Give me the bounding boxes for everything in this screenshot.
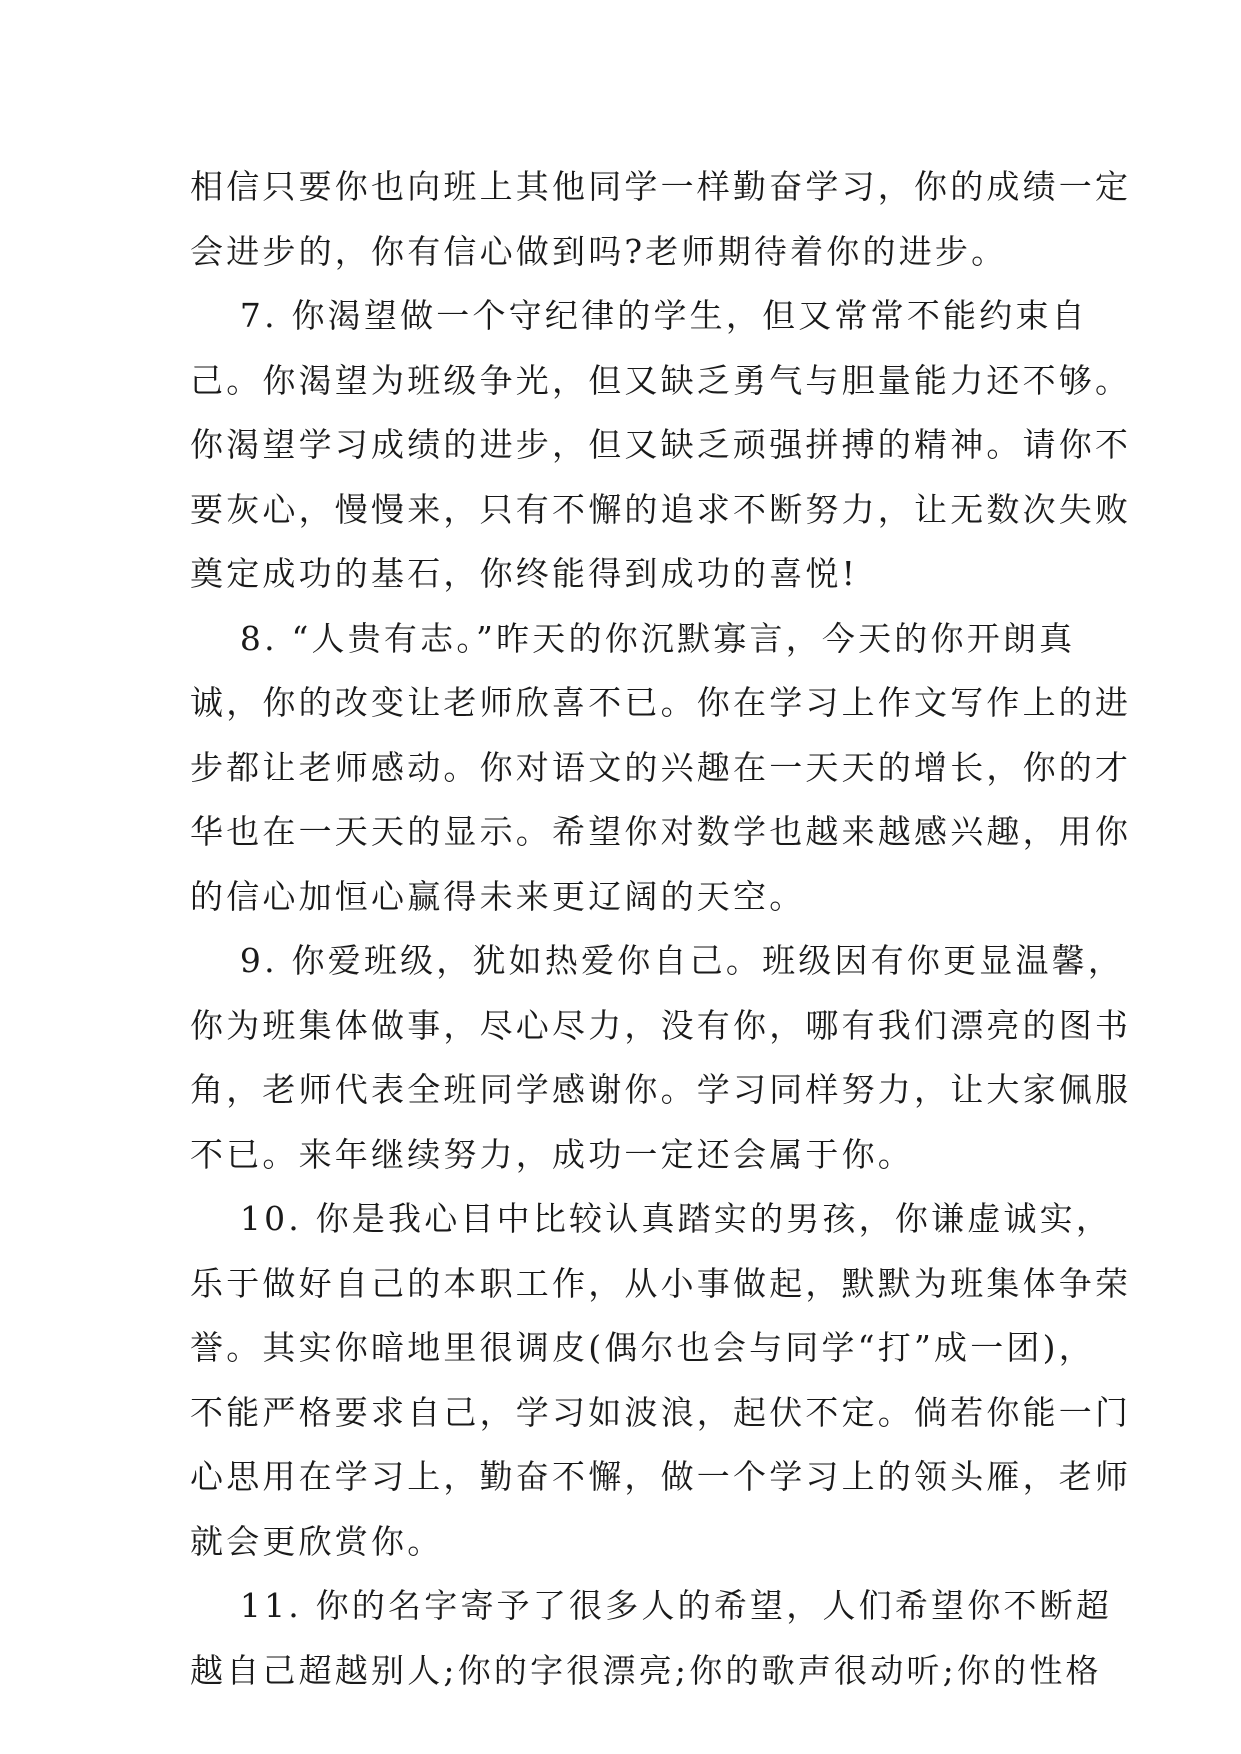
text-line: 奠定成功的基石，你终能得到成功的喜悦! (190, 554, 859, 593)
text-line: 诚，你的改变让老师欣喜不已。你在学习上作文写作上的进 (190, 683, 1132, 722)
text-line: 7. 你渴望做一个守纪律的学生，但又常常不能约束自 (190, 296, 1088, 335)
document-body-text (190, 155, 1132, 1703)
text-line: 10. 你是我心目中比较认真踏实的男孩，你谦虚诚实， (190, 1199, 1113, 1238)
text-line: 不已。来年继续努力，成功一定还会属于你。 (190, 1134, 914, 1174)
text-line: 誉。其实你暗地里很调皮(偶尔也会与同学“打”成一团)， (190, 1328, 1095, 1367)
text-line: 要灰心，慢慢来，只有不懈的追求不断努力，让无数次失败 (190, 489, 1132, 529)
text-line: 相信只要你也向班上其他同学一样勤奋学习，你的成绩一定 (190, 167, 1132, 206)
text-line: 华也在一天天的显示。希望你对数学也越来越感兴趣，用你 (190, 812, 1132, 851)
text-line: 11. 你的名字寄予了很多人的希望，人们希望你不断超 (190, 1586, 1113, 1625)
text-line: 乐于做好自己的本职工作，从小事做起，默默为班集体争荣 (190, 1263, 1132, 1303)
text-line: 你渴望学习成绩的进步，但又缺乏顽强拼搏的精神。请你不 (190, 425, 1132, 464)
text-line: 的信心加恒心赢得未来更辽阔的天空。 (190, 876, 806, 916)
text-line: 不能严格要求自己，学习如波浪，起伏不定。倘若你能一门 (190, 1392, 1132, 1432)
text-line: 己。你渴望为班级争光，但又缺乏勇气与胆量能力还不够。 (190, 360, 1132, 400)
text-line: 就会更欣赏你。 (190, 1521, 444, 1561)
text-line: 心思用在学习上，勤奋不懈，做一个学习上的领头雁，老师 (190, 1457, 1132, 1496)
text-line: 9. 你爱班级，犹如热爱你自己。班级因有你更显温馨， (190, 941, 1125, 980)
text-line: 你为班集体做事，尽心尽力，没有你，哪有我们漂亮的图书 (190, 1005, 1132, 1045)
text-line: 角，老师代表全班同学感谢你。学习同样努力，让大家佩服 (190, 1070, 1132, 1109)
text-line: 步都让老师感动。你对语文的兴趣在一天天的增长，你的才 (190, 747, 1132, 787)
text-line: 会进步的，你有信心做到吗?老师期待着你的进步。 (190, 231, 1008, 271)
text-line: 越自己超越别人;你的字很漂亮;你的歌声很动听;你的性格 (190, 1650, 1102, 1690)
text-line: 8. “人贵有志。”昨天的你沉默寡言，今天的你开朗真 (190, 618, 1076, 658)
